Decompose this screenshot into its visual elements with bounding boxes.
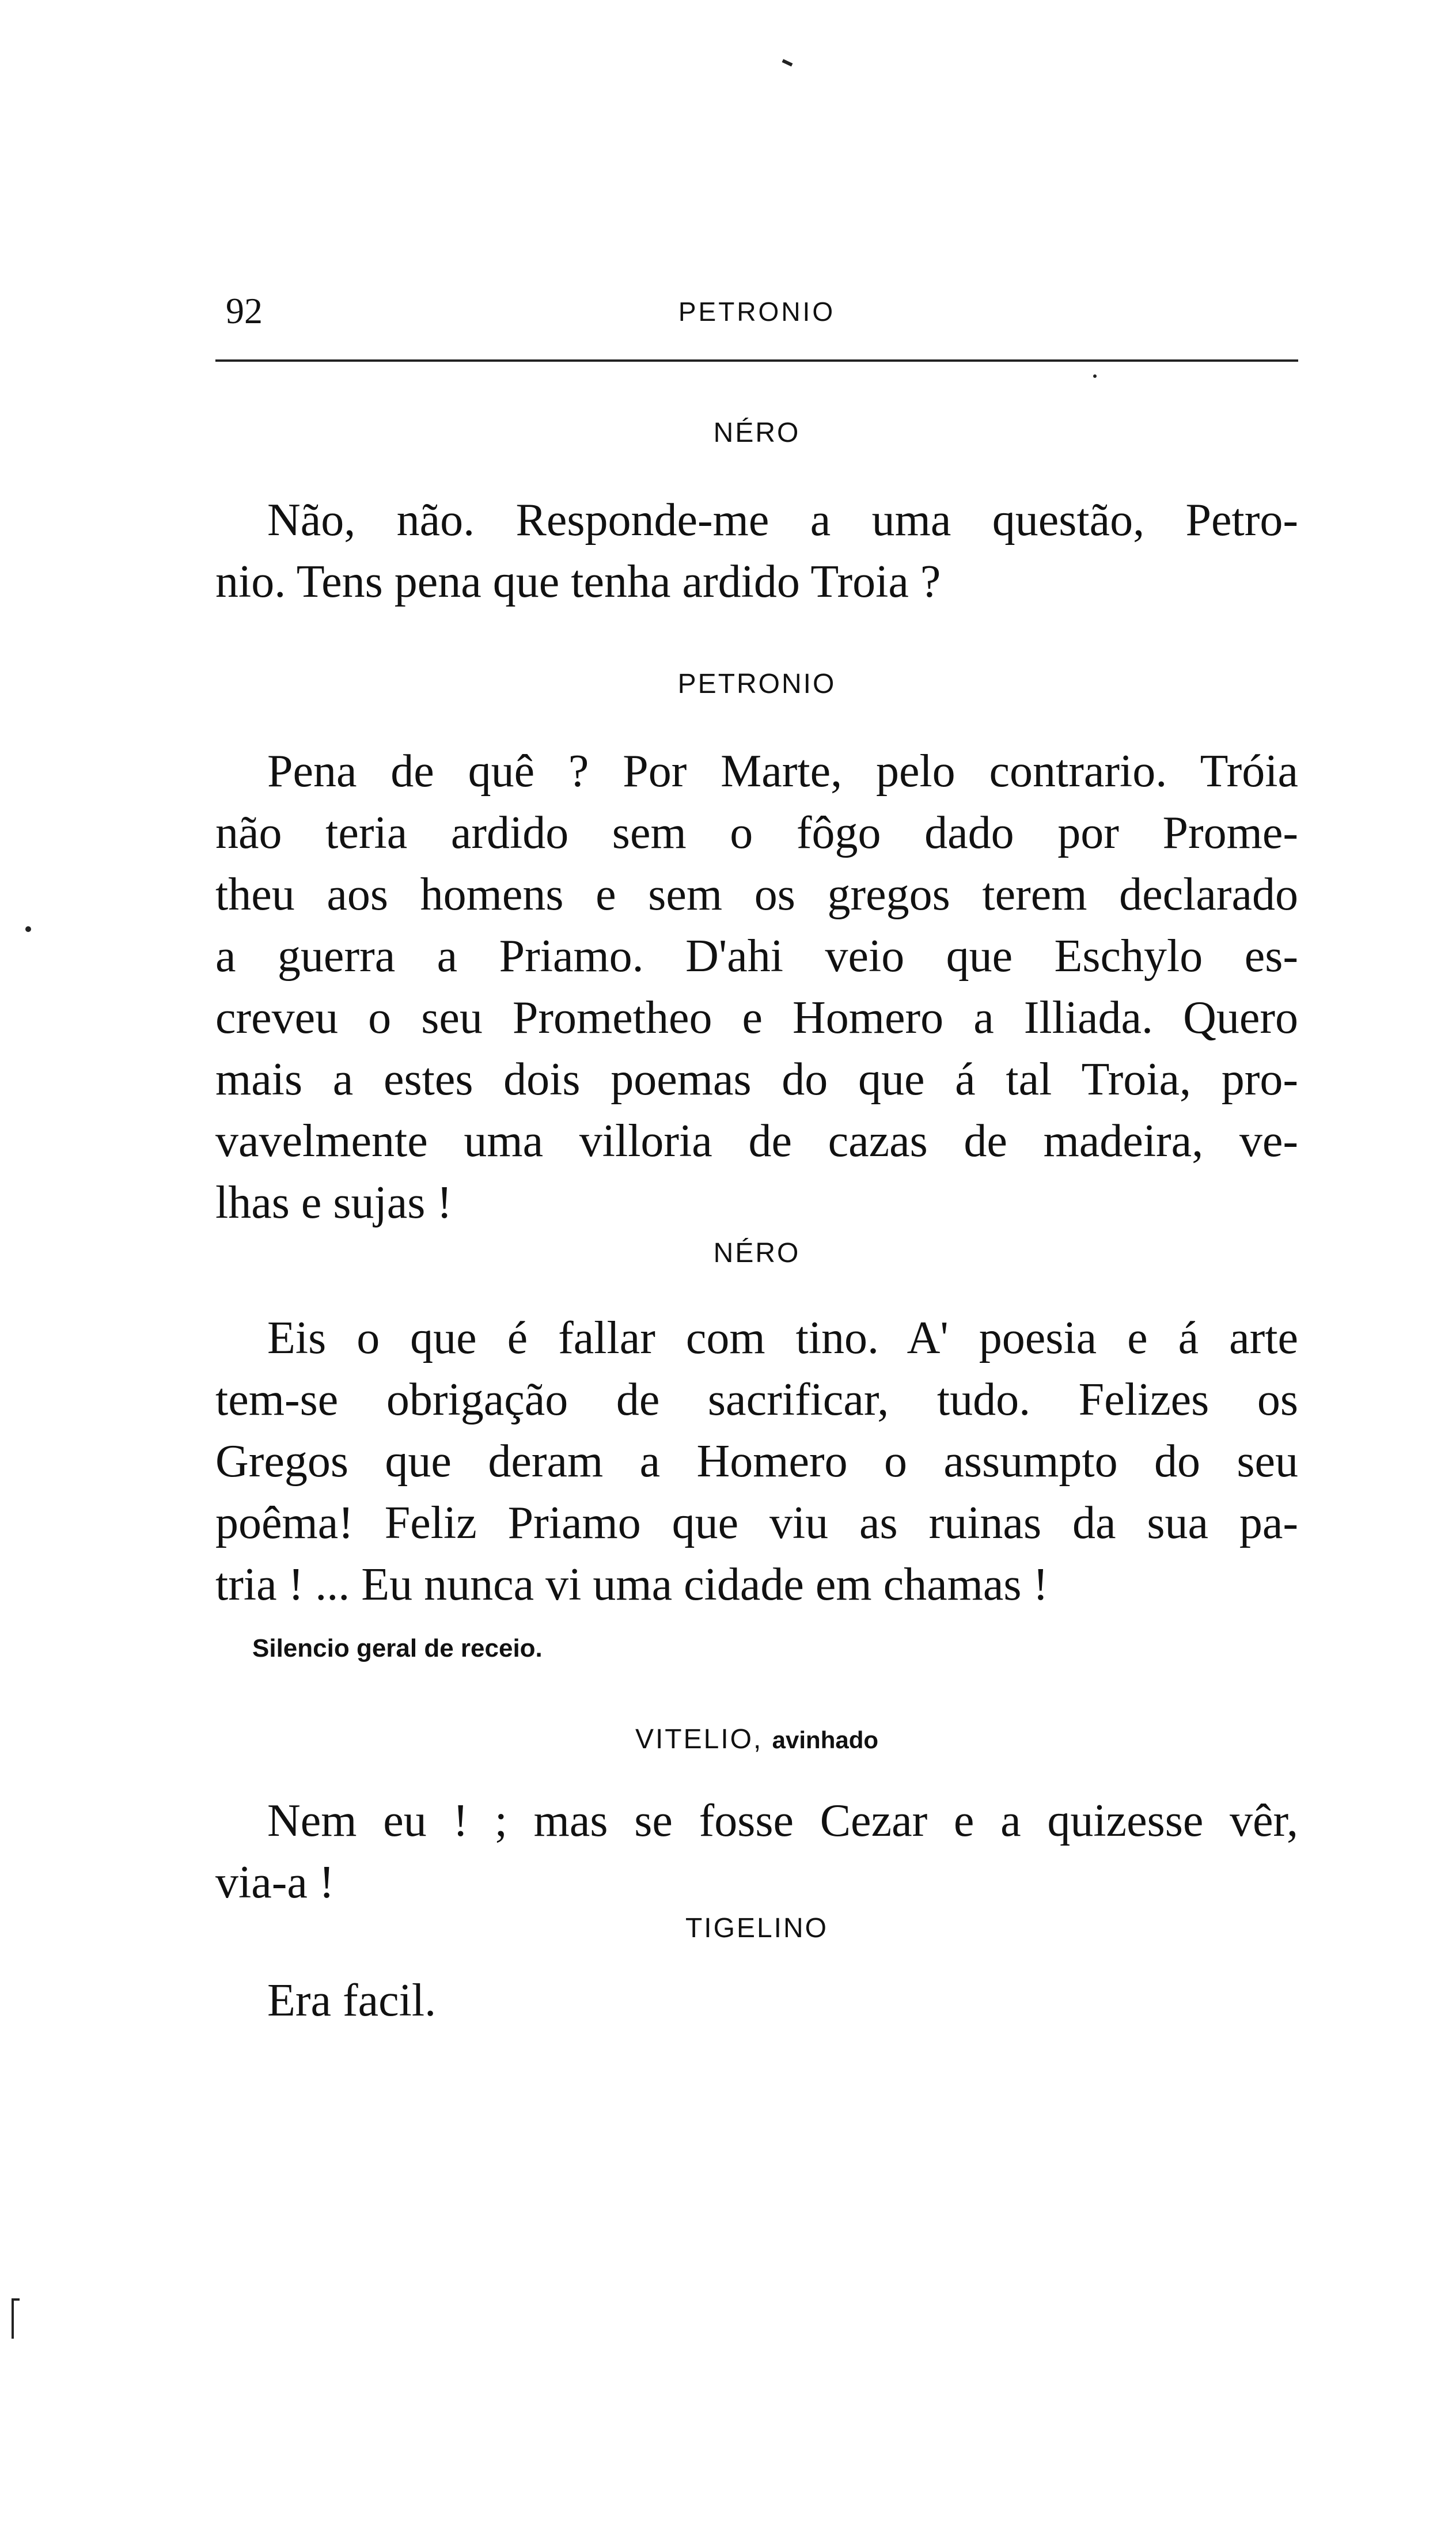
speech-line: theu aos homens e sem os gregos terem declarado xyxy=(215,869,1298,920)
speech-line: nio. Tens pena que tenha ardido Troia ? xyxy=(215,556,941,607)
speech-line: mais a estes dois poemas do que á tal Troia, pro- xyxy=(215,1054,1298,1105)
speech-line: tem-se obrigação de sacrificar, tudo. Felizes os xyxy=(215,1374,1298,1425)
scan-mark xyxy=(25,926,31,932)
speaker-label: NÉRO xyxy=(713,418,801,448)
speaker-name: VITELIO, xyxy=(635,1724,763,1755)
speech-block xyxy=(215,1970,1298,2032)
running-title: PETRONIO xyxy=(678,297,836,327)
speech-line: a guerra a Priamo. D'ahi veio que Eschylo es- xyxy=(215,931,1298,982)
scan-mark xyxy=(12,2298,14,2339)
speaker-label: PETRONIO xyxy=(677,669,836,699)
speech-line: Gregos que deram a Homero o assumpto do seu xyxy=(215,1436,1298,1487)
speaker-direction: avinhado xyxy=(772,1726,879,1753)
stage-direction: Silencio geral de receio. xyxy=(252,1634,543,1662)
speech-line: Nem eu ! ; mas se fosse Cezar e a quizesse vêr, xyxy=(267,1795,1298,1846)
speech-line: via-a ! xyxy=(215,1857,335,1908)
speech-line: creveu o seu Prometheo e Homero a Illiada. Quero xyxy=(215,992,1298,1043)
page-number: 92 xyxy=(226,290,263,331)
scan-mark xyxy=(12,2298,20,2301)
speech-line: Era facil. xyxy=(267,1975,437,2026)
header-rule xyxy=(215,359,1298,362)
speaker-label xyxy=(215,1722,1298,1757)
speech-block xyxy=(215,490,1298,613)
speech-block xyxy=(215,1790,1298,1914)
speaker-label: NÉRO xyxy=(713,1238,801,1268)
speech-block xyxy=(215,1308,1298,1616)
scan-mark xyxy=(782,59,793,66)
speech-line: poêma! Feliz Priamo que viu as ruinas da sua pa- xyxy=(215,1498,1298,1548)
speech-block xyxy=(215,741,1298,1234)
speech-line: lhas e sujas ! xyxy=(215,1177,453,1228)
speech-line: vavelmente uma villoria de cazas de madeira, ve- xyxy=(215,1116,1298,1166)
speech-line: tria ! ... Eu nunca vi uma cidade em chamas ! xyxy=(215,1559,1049,1610)
page-header xyxy=(215,288,1298,334)
speech-line: Pena de quê ? Por Marte, pelo contrario. Tróia xyxy=(267,746,1298,797)
speech-line: Não, não. Responde-me a uma questão, Petro- xyxy=(267,495,1298,545)
scan-mark xyxy=(1093,374,1097,378)
speaker-label: TIGELINO xyxy=(685,1913,829,1944)
speech-line: não teria ardido sem o fôgo dado por Prome- xyxy=(215,808,1298,858)
speech-line: Eis o que é fallar com tino. A' poesia e á arte xyxy=(267,1313,1298,1363)
